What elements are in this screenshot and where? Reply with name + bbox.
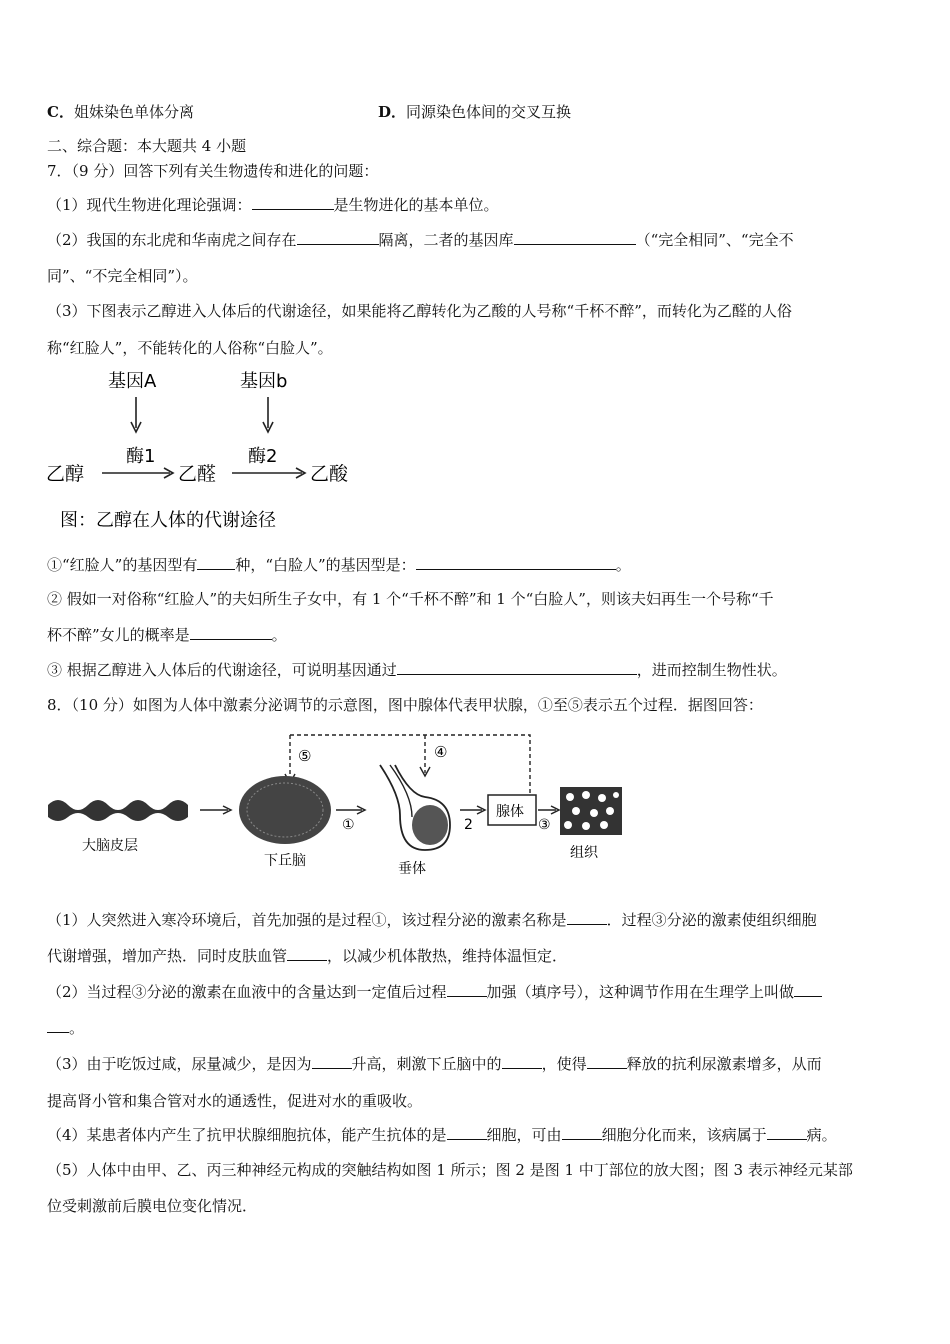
answer-blank[interactable]: [514, 230, 636, 245]
ethanol-label: 乙醇: [46, 463, 85, 485]
section-heading: 二、综合题：本大题共 4 小题: [47, 137, 247, 155]
answer-blank[interactable]: [587, 1054, 627, 1069]
answer-blank[interactable]: [447, 982, 487, 997]
tissue-cell: [572, 807, 580, 815]
tissue-cell: [566, 793, 574, 801]
q8-p4-text-b: 细胞，可由: [486, 1126, 562, 1144]
option-d-label: D．: [378, 103, 407, 121]
q8-header: 8．（10 分）如图为人体中激素分泌调节的示意图，图中腺体代表甲状腺，①至⑤表示五个过程．据图回答：: [47, 696, 763, 714]
answer-blank[interactable]: [562, 1125, 602, 1140]
q7-part2-cont: 同”、“不完全相同”）。: [47, 267, 198, 285]
figure-caption: 图：乙醇在人体的代谢途径: [60, 510, 276, 531]
q8-p2-text-a: （2）当过程③分泌的激素在血液中的含量达到一定值后过程: [47, 983, 447, 1001]
q8-part1-cont: [47, 946, 567, 966]
answer-blank[interactable]: [567, 910, 607, 925]
process-4-label: ④: [434, 743, 448, 761]
tissue-cell: [600, 821, 608, 829]
q7-p2-text-c: （“完全相同”、“完全不: [635, 231, 794, 249]
q7-part3: （3）下图表示乙醇进入人体后的代谢途径，如果能将乙醇转化为乙酸的人号称“千杯不醉”，而转化为乙醛的人俗: [47, 302, 792, 320]
answer-blank[interactable]: [397, 660, 637, 675]
answer-blank[interactable]: [794, 982, 822, 997]
answer-blank[interactable]: [416, 555, 616, 570]
ethanol-pathway-figure: [40, 362, 370, 537]
feedback-line-5: [290, 735, 530, 803]
tissue-cell: [613, 792, 619, 798]
process-5-label: ⑤: [298, 747, 312, 765]
acetaldehyde-label: 乙醛: [178, 463, 217, 485]
answer-blank[interactable]: [47, 1018, 69, 1033]
answer-blank[interactable]: [197, 555, 235, 570]
answer-blank[interactable]: [312, 1054, 352, 1069]
q7-sub2: ② 假如一对俗称“红脸人”的夫妇所生子女中，有 1 个“千杯不醉”和 1 个“白脸人”，则该夫妇再生一个号称“千: [47, 590, 774, 608]
hypothalamus-shape: [239, 776, 331, 844]
q7-part3-cont: 称“红脸人”，不能转化的人俗称“白脸人”。: [47, 339, 333, 357]
q7-sub2-cont: [47, 625, 287, 645]
tissue-cell: [598, 794, 606, 802]
q7-s3-text-b: ，进而控制生物性状。: [636, 661, 787, 679]
q8-p3-text-a: （3）由于吃饭过咸，尿量减少，是因为: [47, 1055, 312, 1073]
q8-part2-cont: [47, 1018, 84, 1038]
q8-p3-text-d: 释放的抗利尿激素增多，从而: [626, 1055, 822, 1073]
q7-sub1: [47, 555, 631, 575]
pituitary-label: 垂体: [398, 861, 426, 875]
hypothalamus-label: 下丘脑: [264, 853, 306, 869]
answer-blank[interactable]: [502, 1054, 542, 1069]
enzyme1-label: 酶1: [126, 446, 156, 467]
q8-part5: （5）人体中由甲、乙、丙三种神经元构成的突触结构如图 1 所示；图 2 是图 1 中丁部位的放大图；图 3 表示神经元某部: [47, 1161, 853, 1179]
q8-p3-text-b: 升高，刺激下丘脑中的: [351, 1055, 502, 1073]
enzyme2-label: 酶2: [248, 446, 278, 467]
pituitary-body: [412, 805, 448, 845]
option-c-text: 姐妹染色单体分离: [73, 103, 194, 121]
tissue-cell: [590, 809, 598, 817]
q8-p3-text-c: ，使得: [541, 1055, 587, 1073]
q7-s1-text-a: ①“红脸人”的基因型有: [47, 556, 198, 574]
q8-p1-text-a: （1）人突然进入寒冷环境后，首先加强的是过程①，该过程分泌的激素名称是: [47, 911, 567, 929]
q7-s2-text-b: 杯不醉”女儿的概率是: [47, 626, 190, 644]
tissue-label: 组织: [570, 845, 598, 861]
q8-part2: [47, 982, 822, 1002]
q8-p1-text-c: 代谢增强，增加产热．同时皮肤血管: [47, 947, 288, 965]
process-3-label: ③: [538, 817, 551, 833]
answer-blank[interactable]: [287, 946, 327, 961]
option-d-text: 同源染色体间的交叉互换: [406, 103, 572, 121]
process-1-label: ①: [342, 817, 355, 833]
cerebral-cortex-shape: [48, 800, 188, 821]
q8-part1: [47, 910, 817, 930]
q7-p1-text-a: （1）现代生物进化理论强调：: [47, 196, 252, 214]
q7-part2: [47, 230, 794, 250]
gland-label: 腺体: [496, 804, 524, 820]
acetic-acid-label: 乙酸: [310, 463, 349, 485]
q8-p4-text-c: 细胞分化而来，该病属于: [601, 1126, 767, 1144]
q7-header: 7．（9 分）回答下列有关生物遗传和进化的问题：: [47, 162, 379, 180]
answer-blank[interactable]: [252, 195, 334, 210]
option-d: [378, 102, 571, 122]
answer-blank[interactable]: [447, 1125, 487, 1140]
q7-s1-text-b: 种，“白脸人”的基因型是：: [235, 556, 416, 574]
tissue-cell: [582, 822, 590, 830]
q7-p2-text-b: 隔离，二者的基因库: [378, 231, 514, 249]
q7-p1-text-b: 是生物进化的基本单位。: [333, 196, 499, 214]
q7-p2-text-a: （2）我国的东北虎和华南虎之间存在: [47, 231, 297, 249]
q8-part3-cont: 提高肾小管和集合管对水的通透性，促进对水的重吸收。: [47, 1092, 423, 1110]
process-2-label: 2: [464, 817, 473, 833]
q8-p1-text-b: ．过程③分泌的激素使组织细胞: [606, 911, 817, 929]
pituitary-stalk: [390, 765, 412, 817]
q7-part1: [47, 195, 499, 215]
q7-sub3: [47, 660, 787, 680]
q7-s3-text-a: ③ 根据乙醇进入人体后的代谢途径，可说明基因通过: [47, 661, 397, 679]
answer-blank[interactable]: [190, 625, 272, 640]
answer-blank[interactable]: [297, 230, 379, 245]
q7-s1-text-c: 。: [615, 556, 631, 574]
q8-p1-text-d: ，以减少机体散热，维持体温恒定．: [327, 947, 568, 965]
q8-part3: [47, 1054, 822, 1074]
cortex-label: 大脑皮层: [82, 838, 138, 854]
q7-s2-text-c: 。: [271, 626, 287, 644]
tissue-cell: [606, 807, 614, 815]
gene-a-label: 基因A: [108, 371, 157, 392]
tissue-cell: [582, 791, 590, 799]
tissue-cell: [564, 821, 572, 829]
answer-blank[interactable]: [767, 1125, 807, 1140]
q8-part5-cont: 位受刺激前后膜电位变化情况．: [47, 1197, 258, 1215]
q8-p2-text-c: 。: [69, 1019, 85, 1037]
gene-b-label: 基因b: [240, 371, 288, 392]
q8-p4-text-d: 病。: [806, 1126, 837, 1144]
q8-p2-text-b: 加强（填序号），这种调节作用在生理学上叫做: [486, 983, 795, 1001]
q8-part4: [47, 1125, 837, 1145]
option-c: [47, 102, 194, 122]
hormone-regulation-figure: [40, 725, 640, 875]
option-c-label: C．: [47, 103, 74, 121]
q8-p4-text-a: （4）某患者体内产生了抗甲状腺细胞抗体，能产生抗体的是: [47, 1126, 447, 1144]
